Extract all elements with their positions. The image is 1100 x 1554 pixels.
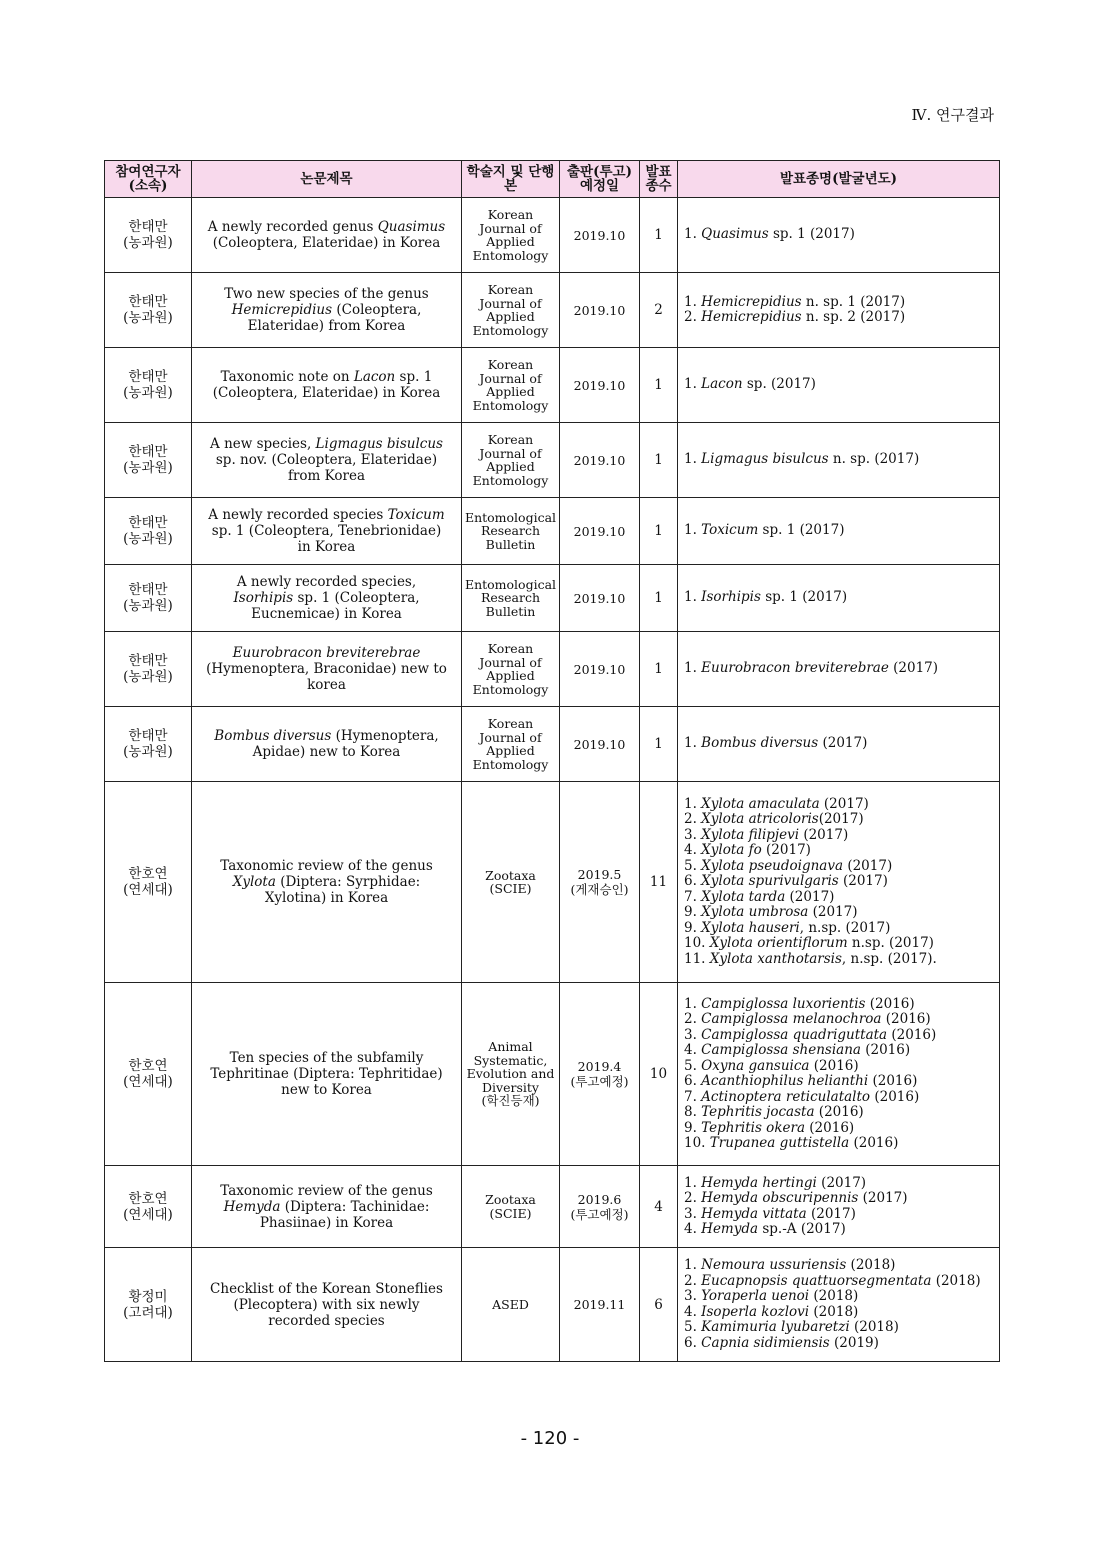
table-row <box>105 498 1000 565</box>
journal-cell: Korean Journal of Applied Entomology <box>462 632 560 707</box>
researcher-cell <box>105 1248 192 1362</box>
species-count-cell: 6 <box>640 1248 678 1362</box>
table-row <box>105 632 1000 707</box>
journal-cell: Korean Journal of Applied Entomology <box>462 273 560 348</box>
paper-title-cell: Taxonomic review of the genus Hemyda (Diptera: Tachinidae: Phasiinae) in Korea <box>192 1166 462 1248</box>
researcher-name: 한태만 <box>128 582 168 598</box>
researcher-affiliation: (연세대) <box>123 1206 173 1223</box>
researcher-name: 한태만 <box>128 444 168 460</box>
publish-date-cell: 2019.6 (투고예정) <box>560 1166 640 1248</box>
species-list-cell: 1. Ligmagus bisulcus n. sp. (2017) <box>678 423 1000 498</box>
researcher-cell <box>105 983 192 1166</box>
paper-title-cell: Taxonomic note on Lacon sp. 1 (Coleoptera, Elateridae) in Korea <box>192 348 462 423</box>
researcher-cell <box>105 198 192 273</box>
publish-date-cell: 2019.10 <box>560 565 640 632</box>
species-count-cell: 11 <box>640 782 678 983</box>
journal-cell: Entomological Research Bulletin <box>462 498 560 565</box>
species-list-cell: 1. Toxicum sp. 1 (2017) <box>678 498 1000 565</box>
publish-date-cell: 2019.10 <box>560 423 640 498</box>
table-body <box>105 198 1000 1362</box>
table-row <box>105 198 1000 273</box>
researcher-name: 한태만 <box>128 369 168 385</box>
species-count-cell: 1 <box>640 198 678 273</box>
researcher-affiliation: (농과원) <box>123 531 173 547</box>
species-list-cell: 1. Bombus diversus (2017) <box>678 707 1000 782</box>
researcher-name: 한호연 <box>128 1058 168 1074</box>
researcher-name: 한태만 <box>128 294 168 310</box>
paper-title-cell: Checklist of the Korean Stoneflies (Plecoptera) with six newly recorded species <box>192 1248 462 1362</box>
journal-cell: Zootaxa (SCIE) <box>462 1166 560 1248</box>
researcher-cell <box>105 632 192 707</box>
col-header-researcher: 참여연구자(소속) <box>105 161 192 198</box>
researcher-cell <box>105 423 192 498</box>
publish-date-cell: 2019.10 <box>560 273 640 348</box>
researcher-affiliation: (고려대) <box>123 1304 173 1321</box>
paper-title-cell: A newly recorded species Toxicum sp. 1 (Coleoptera, Tenebrionidae) in Korea <box>192 498 462 565</box>
researcher-cell <box>105 273 192 348</box>
publish-date-cell: 2019.10 <box>560 498 640 565</box>
publication-table <box>104 160 1000 1362</box>
table-header-row <box>105 161 1000 198</box>
paper-title-cell: Two new species of the genus Hemicrepidius (Coleoptera, Elateridae) from Korea <box>192 273 462 348</box>
researcher-name: 한태만 <box>128 515 168 531</box>
species-count-cell: 4 <box>640 1166 678 1248</box>
publish-date-cell: 2019.10 <box>560 632 640 707</box>
col-header-date: 출판(투고) 예정일 <box>560 161 640 198</box>
researcher-affiliation: (농과원) <box>123 310 173 326</box>
species-count-cell: 1 <box>640 348 678 423</box>
col-header-title: 논문제목 <box>192 161 462 198</box>
publish-date-cell: 2019.5 (게재승인) <box>560 782 640 983</box>
species-list-cell: 1. Quasimus sp. 1 (2017) <box>678 198 1000 273</box>
col-header-species: 발표종명(발굴년도) <box>678 161 1000 198</box>
col-header-journal: 학술지 및 단행본 <box>462 161 560 198</box>
species-list-cell: 1. Hemicrepidius n. sp. 1 (2017) 2. Hemicrepidius n. sp. 2 (2017) <box>678 273 1000 348</box>
researcher-name: 한호연 <box>128 1190 168 1207</box>
researcher-affiliation: (농과원) <box>123 235 173 251</box>
researcher-cell <box>105 565 192 632</box>
table-row <box>105 348 1000 423</box>
researcher-name: 황정미 <box>128 1288 168 1305</box>
journal-cell: ASED <box>462 1248 560 1362</box>
publish-date-cell: 2019.10 <box>560 707 640 782</box>
paper-title-cell: A new species, Ligmagus bisulcus sp. nov. (Coleoptera, Elateridae) from Korea <box>192 423 462 498</box>
table-row <box>105 565 1000 632</box>
researcher-affiliation: (농과원) <box>123 598 173 614</box>
species-count-cell: 10 <box>640 983 678 1166</box>
researcher-name: 한태만 <box>128 219 168 235</box>
section-title: Ⅳ. 연구결과 <box>911 106 994 124</box>
page-number: - 120 - <box>520 1428 580 1449</box>
researcher-affiliation: (연세대) <box>123 882 173 898</box>
researcher-name: 한태만 <box>128 728 168 744</box>
table-row <box>105 1166 1000 1248</box>
researcher-cell <box>105 348 192 423</box>
paper-title-cell: Euurobracon breviterebrae (Hymenoptera, Braconidae) new to korea <box>192 632 462 707</box>
publish-date-cell: 2019.11 <box>560 1248 640 1362</box>
researcher-cell <box>105 498 192 565</box>
species-count-cell: 1 <box>640 565 678 632</box>
paper-title-cell: A newly recorded genus Quasimus (Coleoptera, Elateridae) in Korea <box>192 198 462 273</box>
species-list-cell: 1. Lacon sp. (2017) <box>678 348 1000 423</box>
researcher-affiliation: (농과원) <box>123 669 173 685</box>
journal-cell: Entomological Research Bulletin <box>462 565 560 632</box>
paper-title-cell: Taxonomic review of the genus Xylota (Diptera: Syrphidae: Xylotina) in Korea <box>192 782 462 983</box>
species-count-cell: 1 <box>640 423 678 498</box>
journal-cell: Korean Journal of Applied Entomology <box>462 348 560 423</box>
journal-cell: Korean Journal of Applied Entomology <box>462 423 560 498</box>
researcher-affiliation: (농과원) <box>123 744 173 760</box>
species-list-cell: 1. Euurobracon breviterebrae (2017) <box>678 632 1000 707</box>
col-header-count: 발표 종수 <box>640 161 678 198</box>
journal-cell: Animal Systematic, Evolution and Diversity (학진등재) <box>462 983 560 1166</box>
researcher-affiliation: (농과원) <box>123 460 173 476</box>
table-row <box>105 273 1000 348</box>
paper-title-cell: Bombus diversus (Hymenoptera, Apidae) new to Korea <box>192 707 462 782</box>
table-row <box>105 782 1000 983</box>
publish-date-cell: 2019.10 <box>560 198 640 273</box>
paper-title-cell: A newly recorded species, Isorhipis sp. 1 (Coleoptera, Eucnemicae) in Korea <box>192 565 462 632</box>
species-list-cell: 1. Isorhipis sp. 1 (2017) <box>678 565 1000 632</box>
species-count-cell: 2 <box>640 273 678 348</box>
species-count-cell: 1 <box>640 632 678 707</box>
researcher-cell <box>105 782 192 983</box>
species-list-cell: 1. Campiglossa luxorientis (2016) 2. Campiglossa melanochroa (2016) 3. Campiglossa quadriguttata (2016) 4. Campiglossa shensiana (2016) 5. Oxyna gansuica (2016) 6. Acanthiophilus helianthi (2016) 7. Actinoptera reticulatalto (2016) 8. Tephritis jocasta (2016) 9. Tephritis okera (2016) 10. Trupanea guttistella (2016) <box>678 983 1000 1166</box>
researcher-affiliation: (연세대) <box>123 1074 173 1090</box>
researcher-name: 한태만 <box>128 653 168 669</box>
publish-date-cell: 2019.10 <box>560 348 640 423</box>
table-row <box>105 423 1000 498</box>
researcher-affiliation: (농과원) <box>123 385 173 401</box>
publish-date-cell: 2019.4 (투고예정) <box>560 983 640 1166</box>
table-row <box>105 707 1000 782</box>
table-row <box>105 983 1000 1166</box>
species-list-cell: 1. Xylota amaculata (2017) 2. Xylota atricoloris(2017) 3. Xylota filipjevi (2017) 4. Xylota fo (2017) 5. Xylota pseudoignava (2017) 6. Xylota spurivulgaris (2017) 7. Xylota tarda (2017) 9. Xylota umbrosa (2017) 9. Xylota hauseri, n.sp. (2017) 10. Xylota orientiflorum n.sp. (2017) 11. Xylota xanthotarsis, n.sp. (2017). <box>678 782 1000 983</box>
researcher-cell <box>105 707 192 782</box>
journal-cell: Korean Journal of Applied Entomology <box>462 707 560 782</box>
researcher-name: 한호연 <box>128 866 168 882</box>
species-count-cell: 1 <box>640 498 678 565</box>
species-list-cell: 1. Nemoura ussuriensis (2018) 2. Eucapnopsis quattuorsegmentata (2018) 3. Yoraperla uenoi (2018) 4. Isoperla kozlovi (2018) 5. Kamimuria lyubaretzi (2018) 6. Capnia sidimiensis (2019) <box>678 1248 1000 1362</box>
paper-title-cell: Ten species of the subfamily Tephritinae (Diptera: Tephritidae) new to Korea <box>192 983 462 1166</box>
species-list-cell: 1. Hemyda hertingi (2017) 2. Hemyda obscuripennis (2017) 3. Hemyda vittata (2017) 4. Hemyda sp.-A (2017) <box>678 1166 1000 1248</box>
journal-cell: Zootaxa (SCIE) <box>462 782 560 983</box>
researcher-cell <box>105 1166 192 1248</box>
table-row <box>105 1248 1000 1362</box>
journal-cell: Korean Journal of Applied Entomology <box>462 198 560 273</box>
species-count-cell: 1 <box>640 707 678 782</box>
